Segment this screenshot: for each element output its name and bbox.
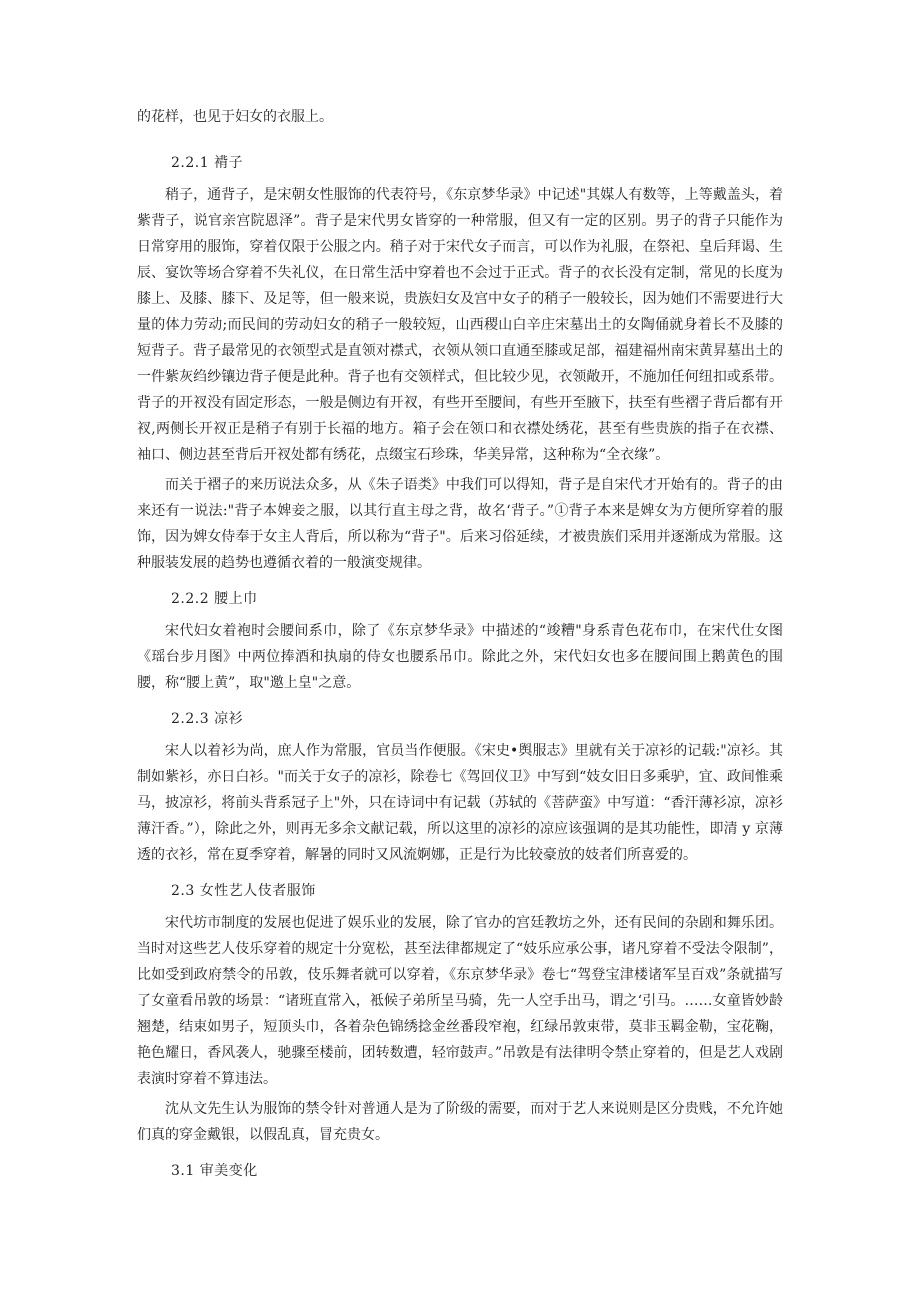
body-paragraph: 宋人以着衫为尚，庶人作为常服，官员当作便服。《宋史•舆服志》里就有关于凉衫的记载:"凉衫。其制如紫衫，亦日白衫。"而关于女子的凉衫，除卷七《驾回仪卫》中写到“妓女旧日多乘驴，宜、政间惟乘马，披凉衫，将前头背系冠子上"外，只在诗词中有记载（苏轼的《菩萨蛮》中写道：“香汗薄衫凉，凉衫薄汗香。”），除此之外，则再无多余文献记载，所以这里的凉衫的凉应该强调的是其功能性，即清 y 京薄透的衣衫，常在夏季穿着，解暑的同时又风流婀娜，正是行为比较豪放的妓者们所喜爱的。 (137, 743, 783, 863)
body-paragraph: 沈从文先生认为服饰的禁令针对普通人是为了阶级的需要，而对于艺人来说则是区分贵贱，不允许她们真的穿金戴银，以假乱真，冒充贵女。 (137, 1101, 783, 1143)
lead-paragraph: 的花样，也见于妇女的衣服上。 (137, 109, 333, 125)
section-heading-3-1: 3.1 审美变化 (171, 1163, 258, 1179)
body-paragraph: 宋代坊市制度的发展也促进了娱乐业的发展，除了官办的宫廷教坊之外，还有民间的杂剧和舞乐团。当时对这些艺人伎乐穿着的规定十分宽松，甚至法律都规定了“妓乐应承公事，诸凡穿着不受法令限制”，比如受到政府禁令的吊敦，伎乐舞者就可以穿着，《东京梦华录》卷七“驾登宝津楼诸军呈百戏”条就描写了女童看吊敦的场景：“诸班直常入，袛候子弟所呈马骑，先一人空手出马，谓之‘引马。……女童皆妙龄翘楚，结束如男子，短顶头巾，各着杂色锦绣捻金丝番段窄袍，红绿吊敦束带，莫非玉羁金勒，宝花鞠，艳色耀日，香风袭人，驰骤至楼前，团转数遭，轻帘鼓声。”吊敦是有法律明令禁止穿着的，但是艺人戏剧表演时穿着不算违法。 (137, 915, 783, 1087)
body-paragraph: 而关于褶子的来历说法众多，从《朱子语类》中我们可以得知，背子是自宋代才开始有的。背子的由来还有一说法:"背子本婢妾之服，以其行直主母之背，故名‘背子。”①背子本来是婢女为方便所穿着的服饰，因为婢女侍奉于女主人背后，所以称为“背子"。后来习俗延续，才被贵族们采用并逐渐成为常服。这种服装发展的趋势也遵循衣着的一般演变规律。 (137, 477, 783, 571)
section-heading-2-2-1: 2.2.1 褙子 (171, 155, 244, 171)
section-heading-2-3: 2.3 女性艺人伎者服饰 (171, 883, 316, 899)
document-page (137, 104, 783, 1190)
section-heading-2-2-2: 2.2.2 腰上巾 (171, 591, 258, 607)
body-paragraph: 宋代妇女着袍时会腰间系巾，除了《东京梦华录》中描述的“竣糟"身系青色花布巾，在宋代仕女图《瑶台步月图》中两位捧酒和执扇的侍女也腰系吊巾。除此之外，宋代妇女也多在腰间围上鹅黄色的围腰，称“腰上黄”，取"邀上皇"之意。 (137, 623, 783, 691)
section-heading-2-2-3: 2.2.3 凉衫 (171, 711, 244, 727)
body-paragraph: 稍子，通背子，是宋朝女性服饰的代表符号，《东京梦华录》中记述"其媒人有数等，上等戴盖头，着紫背子，说官亲宫院恩泽”。背子是宋代男女皆穿的一种常服，但又有一定的区别。男子的背子只能作为日常穿用的服饰，穿着仅限于公服之内。稍子对于宋代女子而言，可以作为礼服，在祭祀、皇后拜谒、生辰、宴饮等场合穿着不失礼仪，在日常生活中穿着也不会过于正式。背子的衣长没有定制，常见的长度为膝上、及膝、膝下、及足等，但一般来说，贵族妇女及宫中女子的稍子一般较长，因为她们不需要进行大量的体力劳动;而民间的劳动妇女的稍子一般较短，山西稷山白辛庄宋墓出土的女陶俑就身着长不及膝的短背子。背子最常见的衣领型式是直领对襟式，衣领从领口直通至膝或足部，福建福州南宋黄昇墓出土的一件紫灰绉纱镶边背子便是此种。背子也有交领样式，但比较少见，衣领敞开，不施加任何纽扣或系带。背子的开衩没有固定形态，一般是侧边有开衩，有些开至腰间，有些开至腋下，扶至有些褶子背后都有开衩,两侧长开衩正是稍子有别于长福的地方。箱子会在领口和衣襟处绣花，甚至有些贵族的指子在衣襟、袖口、侧边甚至背后开衩处都有绣花，点缀宝石珍珠，华美异常，这种称为“全衣缘”。 (137, 187, 783, 463)
